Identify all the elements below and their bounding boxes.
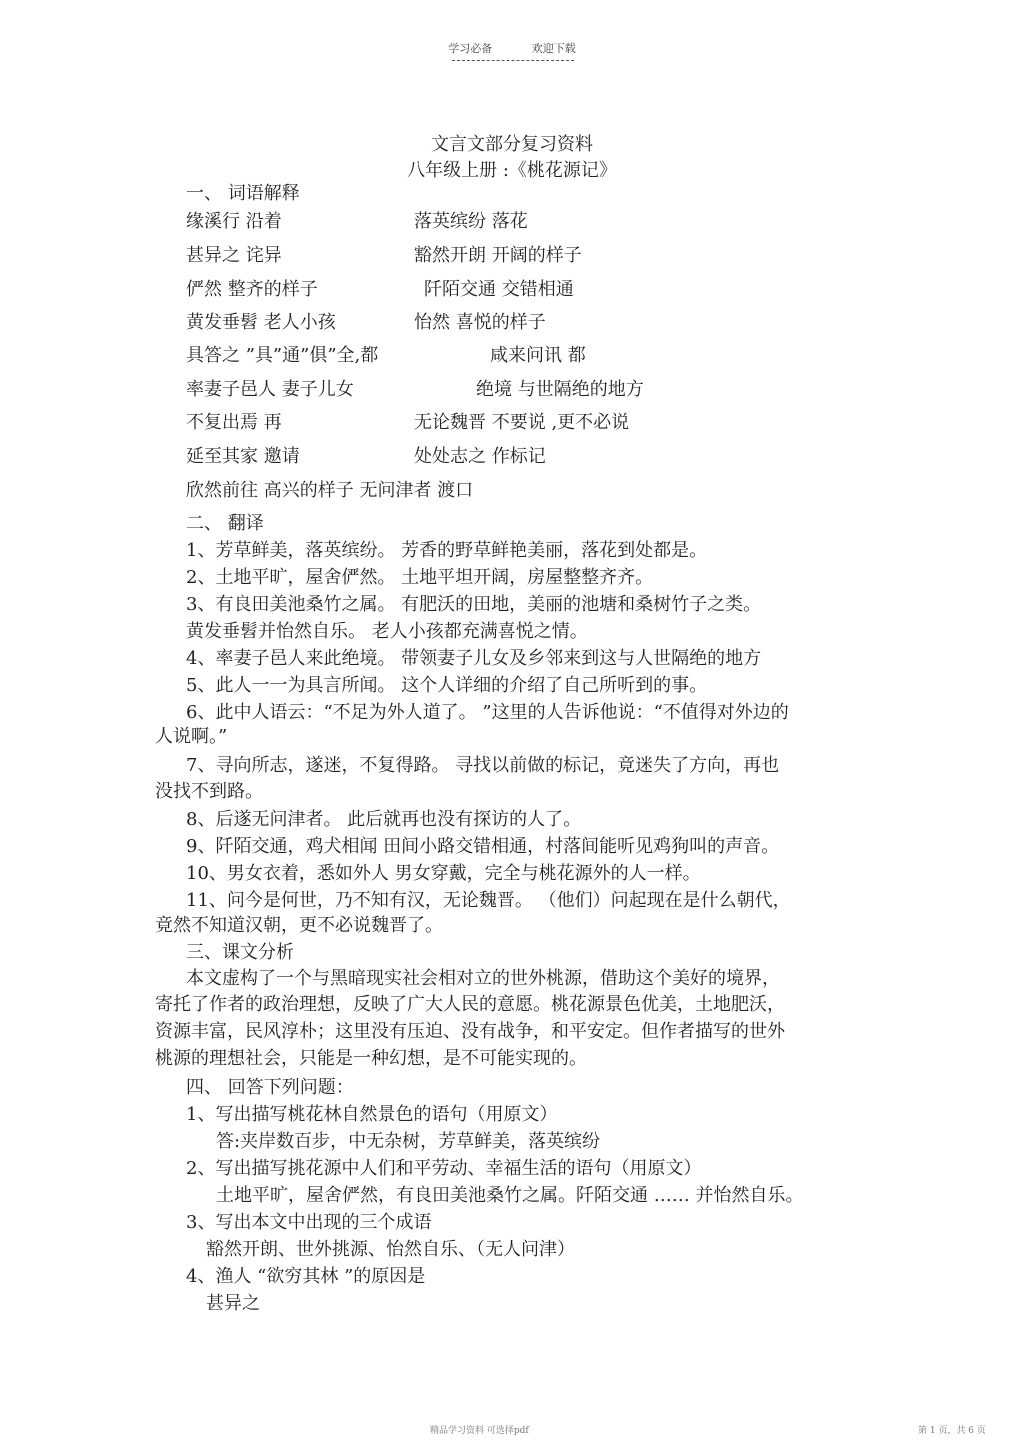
answer: 答:夹岸数百步，中无杂树，芳草鲜美，落英缤纷 — [216, 1131, 601, 1152]
analysis-line: 寄托了作者的政治理想，反映了广大人民的意愿。桃花源景色优美，土地肥沃， — [155, 994, 785, 1015]
question: 2、写出描写挑花源中人们和平劳动、幸福生活的语句（用原文） — [186, 1158, 702, 1179]
vocab-row-8-left: 延至其家 邀请 — [186, 446, 300, 467]
translation-line: 黄发垂髫并怡然自乐。 老人小孩都充满喜悦之情。 — [186, 621, 588, 642]
vocab-row-1-right: 落英缤纷 落花 — [414, 211, 528, 232]
translation-line: 人说啊。” — [155, 726, 228, 747]
answer: 甚异之 — [206, 1293, 260, 1314]
footer-center: 精品学习资料 可选择pdf — [430, 1426, 529, 1436]
vocab-row-8-right: 处处志之 作标记 — [414, 446, 546, 467]
footer-page-number: 第 1 页，共 6 页 — [918, 1426, 986, 1436]
translation-line: 6、此中人语云：“不足为外人道了。 ”这里的人告诉他说：“不值得对外边的 — [186, 702, 789, 723]
translation-line: 3、有良田美池桑竹之属。 有肥沃的田地，美丽的池塘和桑树竹子之类。 — [186, 594, 762, 615]
question: 4、渔人 “欲穷其林 ”的原因是 — [186, 1266, 426, 1287]
translation-line: 1、芳草鲜美，落英缤纷。 芳香的野草鲜艳美丽，落花到处都是。 — [186, 540, 708, 561]
translation-line: 竟然不知道汉朝，更不必说魏晋了。 — [155, 915, 443, 936]
vocab-row-7-left: 不复出焉 再 — [186, 412, 282, 433]
translation-line: 4、率妻子邑人来此绝境。 带领妻子儿女及乡邻来到这与人世隔绝的地方 — [186, 648, 762, 669]
vocab-row-3-right: 阡陌交通 交错相通 — [424, 279, 574, 300]
doc-subtitle: 八年级上册 :《桃花源记》 — [407, 160, 617, 181]
analysis-line: 桃源的理想社会，只能是一种幻想，是不可能实现的。 — [155, 1048, 587, 1069]
header-left: 学习必备 — [448, 42, 493, 55]
translation-line: 11、问今是何世，乃不知有汉，无论魏晋。 （他们）问起现在是什么朝代， — [186, 890, 791, 911]
vocab-row-6-left: 率妻子邑人 妻子儿女 — [186, 379, 354, 400]
question: 3、写出本文中出现的三个成语 — [186, 1212, 432, 1233]
translation-line: 没找不到路。 — [155, 781, 263, 802]
vocab-row-2-left: 甚异之 诧异 — [186, 245, 282, 266]
translation-line: 7、寻向所志，遂迷，不复得路。 寻找以前做的标记，竟迷失了方向，再也 — [186, 755, 780, 776]
vocab-row-5-left: 具答之 ”具”通”俱”全,都 — [186, 345, 379, 366]
translation-line: 5、此人一一为具言所闻。 这个人详细的介绍了自己所听到的事。 — [186, 675, 708, 696]
translation-line: 2、土地平旷，屋舍俨然。 土地平坦开阔，房屋整整齐齐。 — [186, 567, 654, 588]
vocab-row-6-right: 绝境 与世隔绝的地方 — [476, 379, 644, 400]
header-right: 欢迎下载 — [531, 42, 576, 55]
page-header — [0, 40, 1024, 56]
vocab-row-3-left: 俨然 整齐的样子 — [186, 279, 318, 300]
vocab-row-4-left: 黄发垂髫 老人小孩 — [186, 312, 336, 333]
section2-heading: 二、 翻译 — [186, 513, 264, 534]
header-divider — [452, 60, 574, 61]
question: 1、写出描写桃花林自然景色的语句（用原文） — [186, 1104, 558, 1125]
vocab-row-4-right: 怡然 喜悦的样子 — [414, 312, 546, 333]
section4-heading: 四、 回答下列问题： — [186, 1077, 354, 1098]
analysis-line: 资源丰富，民风淳朴；这里没有压迫、没有战争，和平安定。但作者描写的世外 — [155, 1021, 785, 1042]
translation-line: 10、男女衣着，悉如外人 男女穿戴，完全与桃花源外的人一样。 — [186, 863, 701, 884]
section3-heading: 三、课文分析 — [186, 942, 294, 963]
translation-line: 8、后遂无问津者。 此后就再也没有探访的人了。 — [186, 809, 582, 830]
vocab-row-1-left: 缘溪行 沿着 — [186, 211, 282, 232]
section1-heading: 一、 词语解释 — [186, 183, 300, 204]
answer: 豁然开朗、世外挑源、怡然自乐、（无人问津） — [206, 1239, 575, 1260]
vocab-row-2-right: 豁然开朗 开阔的样子 — [414, 245, 582, 266]
vocab-row-7-right: 无论魏晋 不要说 ,更不必说 — [414, 412, 630, 433]
answer: 土地平旷，屋舍俨然，有良田美池桑竹之属。阡陌交通 …… 并怡然自乐。 — [216, 1185, 804, 1206]
translation-line: 9、阡陌交通，鸡犬相闻 田间小路交错相通，村落间能听见鸡狗叫的声音。 — [186, 836, 780, 857]
analysis-line: 本文虚构了一个与黑暗现实社会相对立的世外桃源，借助这个美好的境界， — [186, 968, 780, 989]
vocab-row-9: 欣然前往 高兴的样子 无问津者 渡口 — [186, 480, 474, 501]
doc-title: 文言文部分复习资料 — [431, 134, 593, 155]
vocab-row-5-right: 咸来问讯 都 — [490, 345, 586, 366]
